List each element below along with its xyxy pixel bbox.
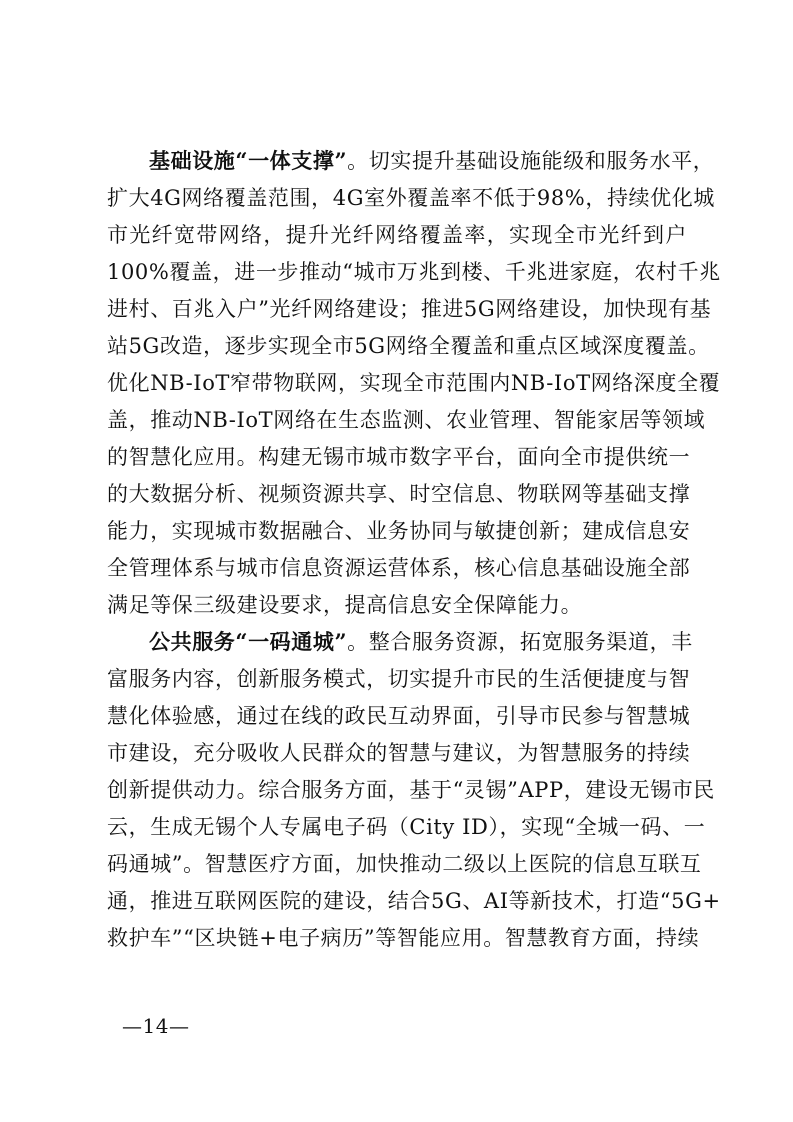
paragraph-2-line-3: 慧化体验感，通过在线的政民互动界面，引导市民参与智慧城	[107, 704, 691, 728]
paragraph-2-heading: 公共服务“一码通城”	[149, 629, 348, 654]
paragraph-2-line-1-text: 。整合服务资源，拓宽服务渠道，丰	[347, 630, 693, 654]
paragraph-1-line-8: 盖，推动NB-IoT网络在生态监测、农业管理、智能家居等领域	[107, 408, 706, 432]
paragraph-1-line-3: 市光纤宽带网络，提升光纤网络覆盖率，实现全市光纤到户	[107, 223, 687, 247]
paragraph-1-line-11: 能力，实现城市数据融合、业务协同与敏捷创新；建成信息安	[107, 519, 691, 543]
paragraph-1-line-1-text: 。切实提升基础设施能级和服务水平，	[347, 149, 715, 173]
page-number: —14—	[122, 1014, 190, 1038]
paragraph-2-line-2: 富服务内容，创新服务模式，切实提升市民的生活便捷度与智	[107, 667, 691, 691]
paragraph-1-line-1	[149, 146, 715, 176]
paragraph-1-line-10: 的大数据分析、视频资源共享、时空信息、物联网等基础支撑	[107, 482, 691, 506]
paragraph-1-line-7: 优化NB-IoT窄带物联网，实现全市范围内NB-IoT网络深度全覆	[107, 371, 721, 395]
paragraph-2-line-9: 救护车”“区块链+电子病历”等智能应用。智慧教育方面，持续	[107, 926, 700, 950]
paragraph-1-line-12: 全管理体系与城市信息资源运营体系，核心信息基础设施全部	[107, 556, 691, 580]
paragraph-1-line-6: 站5G改造，逐步实现全市5G网络全覆盖和重点区域深度覆盖。	[107, 334, 710, 358]
paragraph-1-line-5: 进村、百兆入户”光纤网络建设；推进5G网络建设，加快现有基	[107, 297, 712, 321]
paragraph-1-line-4: 100%覆盖，进一步推动“城市万兆到楼、千兆进家庭，农村千兆	[107, 260, 721, 284]
paragraph-2-line-4: 市建设，充分吸收人民群众的智慧与建议，为智慧服务的持续	[107, 741, 691, 765]
paragraph-2-line-7: 码通城”。智慧医疗方面，加快推动二级以上医院的信息互联互	[107, 852, 702, 876]
paragraph-1-line-2: 扩大4G网络覆盖范围，4G室外覆盖率不低于98%，持续优化城	[107, 186, 715, 210]
paragraph-2-line-1	[149, 627, 693, 657]
paragraph-1-line-13: 满足等保三级建设要求，提高信息安全保障能力。	[107, 593, 583, 617]
paragraph-2-line-8: 通，推进互联网医院的建设，结合5G、AI等新技术，打造“5G+	[107, 889, 721, 913]
paragraph-1-line-9: 的智慧化应用。构建无锡市城市数字平台，面向全市提供统一	[107, 445, 691, 469]
paragraph-2-line-6: 云，生成无锡个人专属电子码（City ID），实现“全城一码、一	[107, 815, 706, 839]
paragraph-2-line-5: 创新提供动力。综合服务方面，基于“灵锡”APP，建设无锡市民	[107, 778, 715, 802]
paragraph-1-heading: 基础设施“一体支撑”	[149, 148, 348, 173]
